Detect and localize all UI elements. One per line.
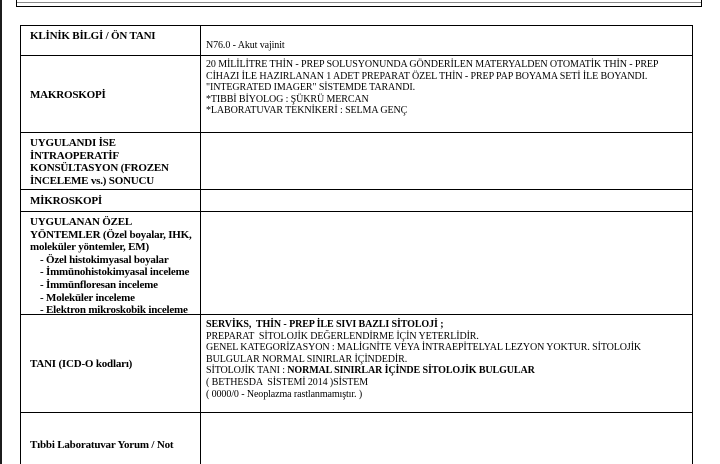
intraop-label [21,133,201,189]
special-methods-content [201,212,692,314]
macroscopy-content [201,56,692,132]
special-methods-label-line: YÖNTEMLER (Özel boyalar, IHK, [30,228,192,241]
macroscopy-paragraph: 20 MİLİLİTRE THİN - PREP SOLUSYONUNDA GÖNDERİLEN MATERYALDEN OTOMATİK THİN - PREP CİHAZI İLE HAZIRLANAN 1 ADET PREPARAT ÖZEL THİN - PREP PAP BOYAMA SETİ İLE BOYANDI. "INTEGRATED IMAGER" SİSTEMDE TARANDI. [206,59,661,94]
diagnosis-icdo-code: ( 0000/0 - Neoplazma rastlanmamıştır. ) [206,388,363,400]
special-method-item: - İmmünfloresan inceleme [40,278,158,291]
special-methods-label-line: moleküler yöntemler, EM) [30,241,149,254]
diagnosis-adequacy: PREPARAT SİTOLOJİK DEĞERLENDİRME İÇİN YETERLİDİR. [206,330,479,342]
diagnosis-label [21,315,201,412]
clinical-info-content [201,26,692,55]
macroscopy-technician-line: *LABORATUVAR TEKNİKERİ : SELMA GENÇ [206,105,408,117]
special-methods-label [21,212,201,317]
special-method-item: - Özel histokimyasal boyalar [40,253,169,266]
microscopy-content [201,190,692,211]
diagnosis-result-line [206,365,686,377]
macroscopy-label-text: MAKROSKOPİ [30,88,106,101]
diagnosis-result-prefix: SİTOLOJİK TANI : [206,365,288,377]
row-clinical-info [21,26,692,56]
macroscopy-label [21,56,201,132]
intraop-label-line: İNTRAOPERATİF [30,149,119,162]
special-method-item: - İmmünohistokimyasal inceleme [40,266,190,279]
microscopy-label [21,190,201,211]
row-intraoperative-consultation [21,133,692,190]
intraop-content [201,133,692,189]
row-macroscopy [21,56,692,133]
lab-comment-label [21,413,201,464]
lab-comment-content [201,413,692,464]
diagnosis-content [201,315,692,412]
diagnosis-result-bold: NORMAL SINIRLAR İÇİNDE SİTOLOJİK BULGULAR [287,365,535,377]
special-methods-label-line: UYGULANAN ÖZEL [30,216,133,228]
pathology-report-table [20,25,693,464]
clinical-info-label-text: KLİNİK BİLGİ / ÖN TANI [30,30,156,42]
special-method-item: - Moleküler inceleme [40,291,135,304]
previous-table-bottom-edge [16,0,702,7]
intraop-label-line: İNCELEME vs.) SONUCU [30,174,155,187]
diagnosis-heading: SERVİKS, THİN - PREP İLE SIVI BAZLI SİTOLOJİ ; [206,319,444,330]
row-lab-comment [21,413,692,464]
row-microscopy [21,190,692,212]
microscopy-label-text: MİKROSKOPİ [30,195,102,208]
diagnosis-label-text: TANI (ICD-O kodları) [30,358,133,371]
special-method-item: - Elektron mikroskobik inceleme [40,304,188,317]
intraop-label-line: UYGULANDI İSE [30,137,116,149]
row-diagnosis [21,315,692,413]
macroscopy-biologist-line: *TIBBİ BİYOLOG : ŞÜKRÜ MERCAN [206,93,369,105]
lab-comment-label-text: Tıbbi Laboratuvar Yorum / Not [30,438,174,451]
clinical-info-value: N76.0 - Akut vajinit [206,40,285,52]
diagnosis-category: GENEL KATEGORİZASYON : MALİGNİTE VEYA İNTRAEPİTELYAL LEZYON YOKTUR. SİTOLOJİK BULGULAR NORMAL SINIRLAR İÇİNDEDİR. [206,342,644,365]
clinical-info-label [21,26,201,55]
scan-left-edge-line [0,0,2,464]
intraop-label-line: KONSÜLTASYON (FROZEN [30,162,169,175]
previous-table-inner-line [17,2,701,3]
row-special-methods [21,212,692,315]
diagnosis-bethesda: ( BETHESDA SİSTEMİ 2014 )SİSTEM [206,376,369,388]
